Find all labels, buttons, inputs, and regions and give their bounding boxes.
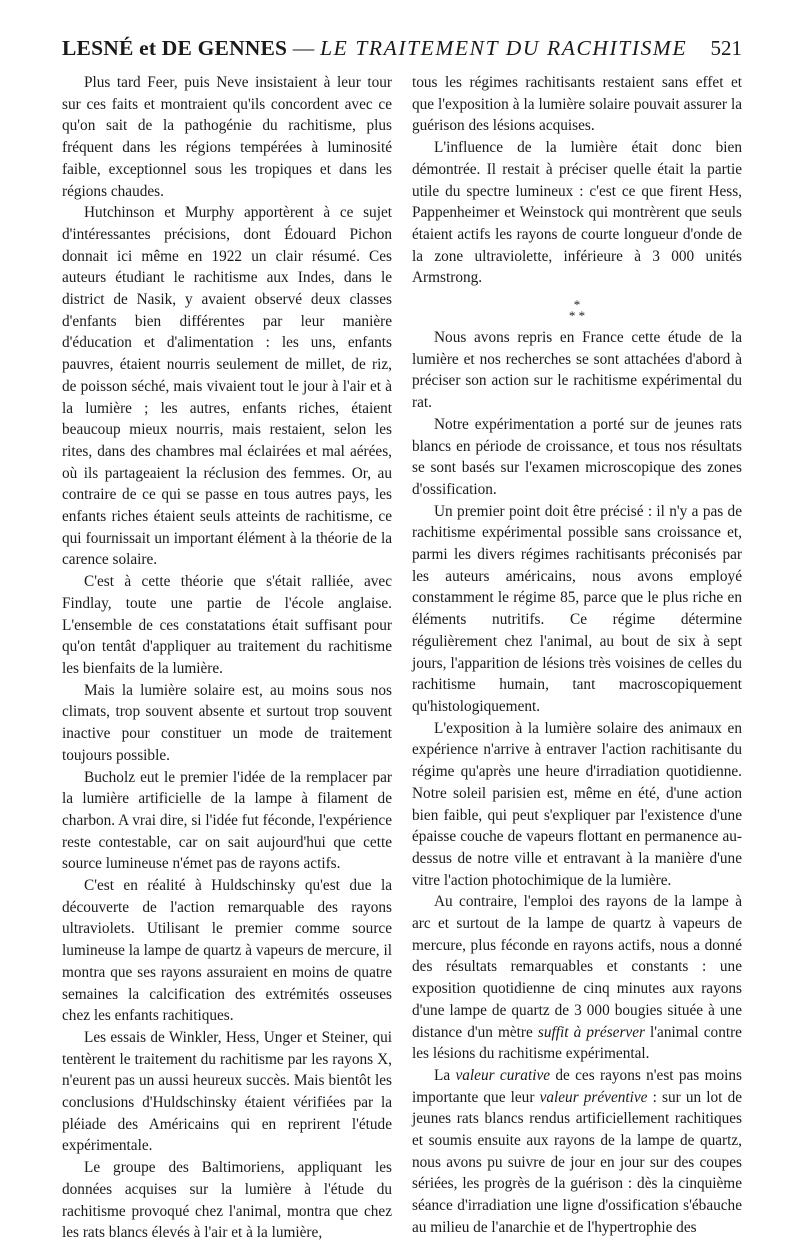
asterism-top: * bbox=[573, 297, 581, 313]
asterism-bottom: * * bbox=[568, 308, 586, 324]
paragraph: Un premier point doit être précisé : il n'y a pas de rachitisme expérimental possible sans croissance et, parmi les divers régimes rachitisants préconisés par les auteurs américains, nous avons employé constamment le régime 85, parce que le plus riche en éléments nutritifs. Ce régime détermine régulièrement chez l'animal, au bout de six à sept jours, l'apparition de lésions très voisines de celles du rachitisme humain, tant macroscopiquement qu'histologiquement. bbox=[412, 502, 742, 715]
paragraph-quartz bbox=[412, 891, 742, 1065]
paragraph: L'influence de la lumière était donc bien démontrée. Il restait à préciser quelle était la partie utile du spectre lumineux : c'est ce que firent Hess, Pappenheimer et Weinstock qui montrèrent que seuls étaient actifs les rayons de courte longueur d'onde de la zone ultraviolette, inférieure à 3 000 unités Armstrong. bbox=[412, 139, 742, 287]
page-number: 521 bbox=[710, 36, 742, 60]
emphasis: valeur curative bbox=[455, 1066, 551, 1084]
header-authors: LESNÉ et DE GENNES bbox=[62, 36, 288, 60]
running-head bbox=[62, 36, 687, 61]
page-header bbox=[62, 36, 742, 66]
text-run: de ces rayons n'est pas moins importante que leur bbox=[412, 1066, 742, 1106]
header-title: LE TRAITEMENT DU RACHITISME bbox=[320, 36, 688, 60]
paragraph: L'exposition à la lumière solaire des animaux en expérience n'arrive à entraver l'action rachitisante du régime qu'après une heure d'irradiation quotidienne. Notre soleil parisien est, même en été, d'une action bien faible, qui peut s'expliquer par l'existence d'une épaisse couche de vapeurs flottant en permanence au-dessus de notre ville et entravant à la manière d'une vitre l'action photochimique de la lumière. bbox=[412, 719, 742, 889]
text-run: l'animal contre les lésions du rachitisme expérimental. bbox=[412, 1023, 742, 1063]
paragraph: Hutchinson et Murphy apportèrent à ce sujet d'intéressantes précisions, dont Édouard Pichon donnait ici même en 1922 un clair résumé. Ces auteurs étudiant le rachitisme aux Indes, dans le district de Nasik, y avaient observé deux classes d'enfants bien différentes par leur manière d'éducation et d'alimentation : les uns, enfants pauvres, étaient nourris seulement de millet, de riz, de poisson séché, mais vivaient tout le jour à l'air et à la lumière ; les autres, enfants riches, étaient beaucoup mieux nourris, mais restaient, selon les rites, dans des chambres mal éclairées et mal aérées, où ils partageaient la réclusion des femmes. Or, au contraire de ce qui se passe en tous autres pays, les enfants riches étaient seuls atteints de rachitisme, ce qui fournissait un important élément à la théorie de la carence solaire. bbox=[62, 204, 392, 569]
paragraph: Notre expérimentation a porté sur de jeunes rats blancs en période de croissance, et tous nos résultats se sont basés sur l'examen microscopique des zones d'ossification. bbox=[412, 415, 742, 498]
section-break-asterism bbox=[412, 297, 742, 324]
paragraph-continuation: tous les régimes rachitisants restaient sans effet et que l'exposition à la lumière solaire pouvait assurer la guérison des lésions acquises. bbox=[412, 74, 742, 135]
paragraph: C'est en réalité à Huldschinsky qu'est due la découverte de l'action remarquable des rayons ultraviolets. Utilisant le premier comme source lumineuse la lampe de quartz à vapeurs de mercure, il montra que ses rayons assuraient en moins de quatre semaines la calcification des extrémités osseuses chez les enfants rachitiques. bbox=[62, 877, 392, 1025]
paragraph: Mais la lumière solaire est, au moins sous nos climats, trop souvent absente et surtout trop souvent inactive pour constituer un mode de traitement toujours possible. bbox=[62, 681, 392, 764]
right-column bbox=[412, 72, 742, 1239]
text-run: : sur un lot de jeunes rats blancs rendus artificiellement rachitiques et soumis ensuite aux rayons de la lampe de quartz, nous avons pu suivre de jour en jour sur des coupes sériées, les progrès de la guérison : dès la cinquième séance d'irradiation une ligne d'ossification s'ébauche au milieu de l'anarchie et de l'hypertrophie des bbox=[412, 1088, 743, 1236]
emphasis: valeur préventive bbox=[539, 1088, 648, 1106]
header-separator: — bbox=[287, 36, 321, 60]
emphasis: suffit à préserver bbox=[537, 1023, 645, 1041]
paragraph: Nous avons repris en France cette étude de la lumière et nos recherches se sont attachées d'abord à préciser son action sur le rachitisme expérimental du rat. bbox=[412, 329, 742, 412]
paragraph-curative bbox=[412, 1065, 742, 1239]
paragraph: Plus tard Feer, puis Neve insistaient à leur tour sur ces faits et montraient qu'ils concordent avec ce qu'on sait de la pathogénie du rachitisme, plus fréquent dans les régions tempérées à luminosité faible, exceptionnel sous les tropiques et dans les régions chaudes. bbox=[62, 74, 392, 200]
left-column bbox=[62, 72, 392, 1244]
paragraph: Le groupe des Baltimoriens, appliquant les données acquises sur la lumière à l'étude du rachitisme provoqué chez l'animal, montra que chez les rats blancs élevés à l'air et à la lumière, bbox=[62, 1159, 392, 1242]
paragraph: Les essais de Winkler, Hess, Unger et Steiner, qui tentèrent le traitement du rachitisme par les rayons X, n'eurent pas un aussi heureux succès. Mais bientôt les conclusions d'Huldschinsky étaient vérifiées par la pléiade des Américains qui en reprirent l'étude expérimentale. bbox=[62, 1028, 392, 1155]
text-run: La bbox=[434, 1066, 456, 1084]
paragraph: C'est à cette théorie que s'était ralliée, avec Findlay, toute une partie de l'école anglaise. L'ensemble de ces constatations était suffisant pour qu'on tentât d'appliquer au traitement du rachitisme les bienfaits de la lumière. bbox=[62, 573, 392, 677]
text-run: Au contraire, l'emploi des rayons de la lampe à arc et surtout de la lampe de quartz à vapeurs de mercure, plus féconde en rayons actifs, nous a donné des résultats remarquables et constants : une exposition quotidienne de cinq minutes aux rayons d'une lampe de quartz de 3 000 bougies située à une distance d'un mètre bbox=[412, 893, 742, 1041]
paragraph: Bucholz eut le premier l'idée de la remplacer par la lumière artificielle de la lampe à filament de charbon. A vrai dire, si l'idée fut féconde, l'expérience reste contestable, car on sait aujourd'hui que cette source lumineuse n'émet pas de rayons actifs. bbox=[62, 768, 392, 873]
